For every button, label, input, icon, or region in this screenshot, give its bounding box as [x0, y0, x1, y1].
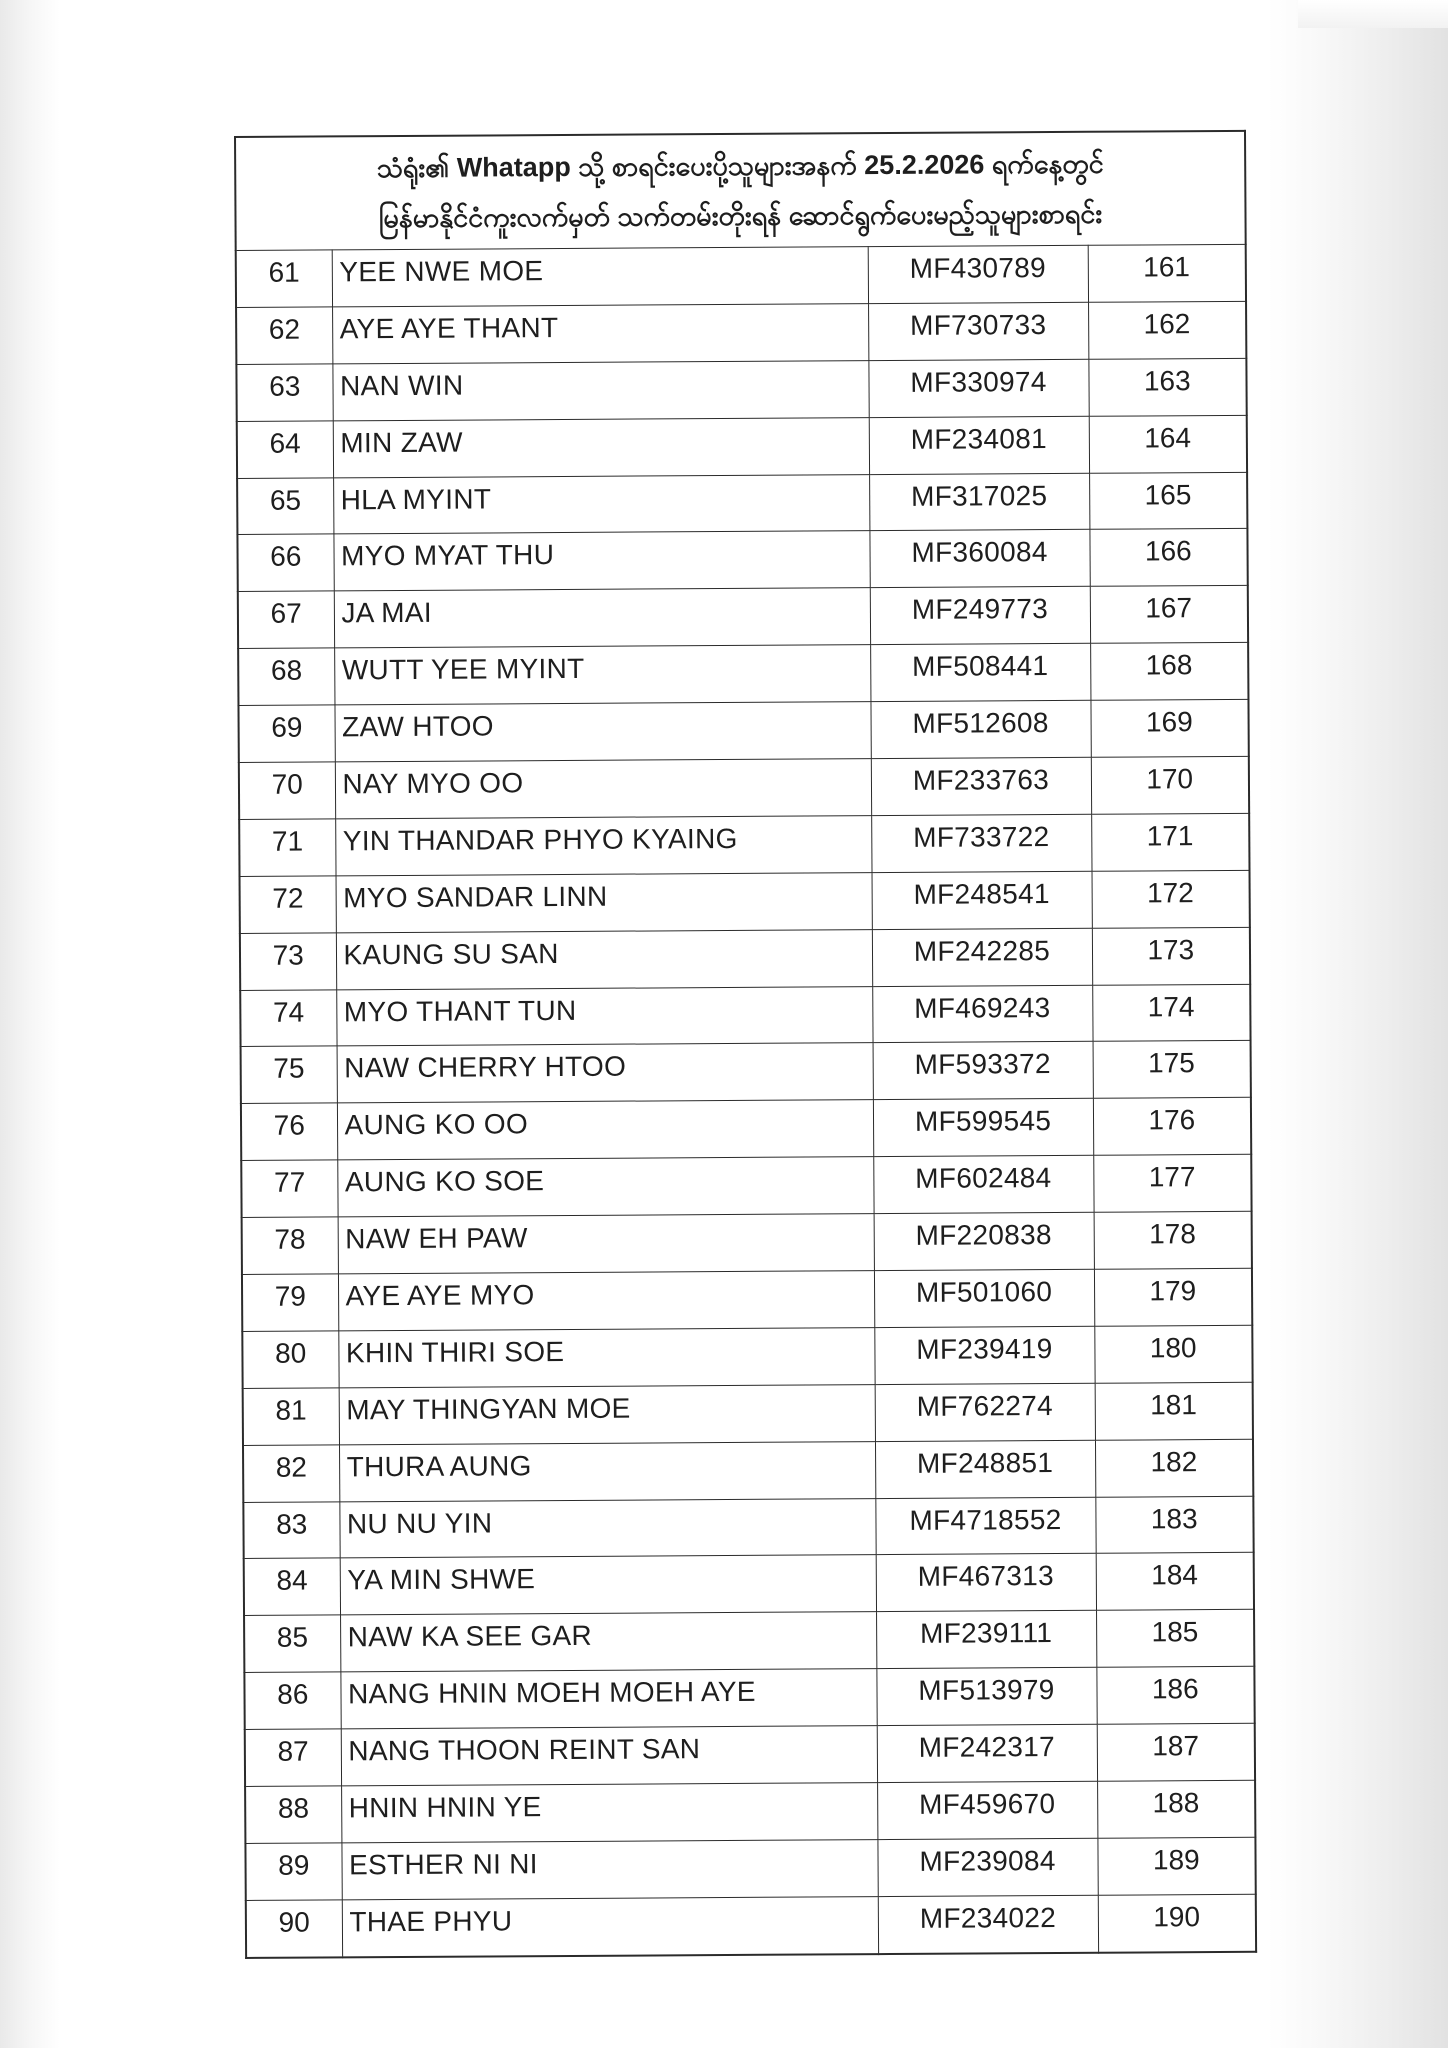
sequence-number: 187: [1152, 1730, 1200, 1762]
table-row: [241, 1041, 1251, 1104]
person-name: NU NU YIN: [346, 1506, 493, 1539]
sequence-number-cell: [1089, 529, 1247, 587]
table-header-row: [235, 131, 1246, 251]
sequence-number: 168: [1145, 649, 1193, 681]
row-number-cell: [243, 1445, 339, 1502]
table-row: [240, 984, 1250, 1047]
passport-number: MF239111: [920, 1617, 1053, 1650]
sequence-number-cell: [1097, 1723, 1255, 1781]
sequence-number-cell: [1090, 586, 1248, 644]
passport-number-cell: [873, 1156, 1093, 1214]
person-name-cell: [340, 1669, 876, 1729]
sequence-number: 184: [1151, 1559, 1199, 1591]
sequence-number-cell: [1097, 1780, 1255, 1838]
table-row: [244, 1610, 1254, 1673]
row-number-cell: [238, 705, 334, 762]
row-number-cell: [239, 819, 335, 876]
person-name: MYO THANT TUN: [343, 994, 577, 1027]
passport-number: MF459670: [918, 1787, 1056, 1820]
passport-number: MF508441: [912, 650, 1049, 683]
row-number: 73: [272, 939, 304, 971]
passport-number: MF4718552: [909, 1503, 1062, 1536]
passport-number-cell: [872, 985, 1092, 1043]
sequence-number-cell: [1096, 1553, 1254, 1611]
passport-number-cell: [868, 302, 1088, 360]
sequence-number: 181: [1150, 1388, 1197, 1421]
person-name-cell: [339, 1384, 875, 1444]
passport-number: MF317025: [910, 479, 1048, 512]
sequence-number: 162: [1143, 307, 1191, 340]
passport-number-cell: [869, 416, 1089, 474]
person-name-cell: [337, 1157, 873, 1217]
row-number-cell: [238, 648, 334, 705]
sequence-number: 161: [1143, 251, 1191, 283]
row-number-cell: [240, 876, 336, 933]
sequence-number-cell: [1092, 984, 1250, 1042]
sequence-number: 172: [1146, 876, 1194, 909]
sequence-number: 183: [1150, 1502, 1198, 1534]
table-row: [242, 1211, 1252, 1274]
scan-shadow-left: [0, 0, 60, 2048]
person-name: THAE PHYU: [349, 1905, 513, 1938]
person-name-cell: [340, 1555, 876, 1615]
row-number-cell: [245, 1729, 341, 1786]
person-name: HLA MYINT: [340, 482, 492, 515]
row-number-cell: [242, 1217, 338, 1274]
table-row: [242, 1268, 1252, 1331]
row-number: 67: [270, 597, 302, 630]
sequence-number: 178: [1149, 1218, 1196, 1250]
sequence-number: 173: [1147, 933, 1195, 966]
person-name-cell: [340, 1612, 876, 1672]
person-name-cell: [335, 816, 871, 876]
passport-number: MF239419: [916, 1332, 1053, 1365]
passport-number-cell: [876, 1611, 1096, 1669]
row-number-cell: [241, 1103, 337, 1160]
table-row: [243, 1382, 1253, 1445]
passport-number: MF330974: [910, 365, 1047, 398]
person-name: AYE AYE MYO: [345, 1279, 535, 1312]
passport-number-cell: [877, 1838, 1097, 1896]
person-name: NANG HNIN MOEH MOEH AYE: [347, 1676, 756, 1710]
passport-number-cell: [875, 1497, 1095, 1555]
sequence-number: 180: [1149, 1332, 1197, 1364]
passport-number-cell: [877, 1724, 1097, 1782]
person-name-cell: [337, 1043, 873, 1103]
row-number: 61: [268, 256, 300, 288]
person-name-cell: [333, 417, 869, 477]
person-name-cell: [332, 304, 868, 364]
row-number: 69: [271, 711, 303, 743]
person-name: MAY THINGYAN MOE: [346, 1392, 631, 1426]
person-name-cell: [332, 360, 868, 420]
table-row: [242, 1325, 1252, 1388]
passport-number: MF599545: [914, 1105, 1052, 1138]
row-number: 89: [278, 1849, 310, 1881]
sequence-number: 175: [1147, 1047, 1195, 1079]
row-number: 65: [269, 484, 302, 516]
sequence-number: 177: [1148, 1161, 1196, 1193]
table-row: [245, 1780, 1255, 1843]
table-row: [245, 1723, 1255, 1786]
row-number: 86: [277, 1678, 309, 1710]
row-number: 68: [270, 654, 303, 686]
person-name: MYO SANDAR LINN: [343, 880, 608, 914]
table-row: [238, 586, 1248, 649]
row-number: 87: [277, 1735, 309, 1767]
person-name-cell: [334, 645, 870, 705]
person-name-cell: [334, 702, 870, 762]
table-row: [245, 1837, 1255, 1900]
row-number-cell: [237, 477, 333, 534]
person-name: NAW CHERRY HTOO: [344, 1051, 627, 1084]
passport-number-cell: [874, 1269, 1094, 1327]
person-name-cell: [336, 986, 872, 1046]
table-row: [239, 756, 1249, 819]
passport-number: MF360084: [911, 536, 1048, 569]
row-number: 81: [275, 1394, 307, 1426]
passport-number-cell: [871, 814, 1091, 872]
sequence-number-cell: [1095, 1382, 1253, 1440]
row-number: 83: [276, 1508, 308, 1540]
person-name: ZAW HTOO: [342, 710, 494, 743]
person-name: YEE NWE MOE: [339, 255, 544, 288]
row-number-cell: [242, 1331, 338, 1388]
row-number: 79: [274, 1280, 307, 1312]
person-name: YIN THANDAR PHYO KYAING: [342, 822, 738, 857]
sequence-number: 166: [1144, 535, 1192, 567]
table-title: [235, 131, 1246, 251]
row-number-cell: [246, 1900, 342, 1958]
person-name: KAUNG SU SAN: [343, 937, 559, 970]
sequence-number-cell: [1088, 244, 1246, 302]
sequence-number-cell: [1093, 1155, 1251, 1213]
table-row: [237, 529, 1247, 592]
sequence-number-cell: [1088, 301, 1246, 359]
scan-shadow-right: [1268, 0, 1448, 2048]
row-number-cell: [243, 1501, 339, 1558]
table-row: [237, 415, 1247, 478]
row-number: 88: [277, 1792, 310, 1824]
passport-number: MF430789: [909, 251, 1047, 284]
sequence-number-cell: [1098, 1894, 1256, 1952]
passport-number: MF469243: [914, 991, 1051, 1024]
row-number-cell: [237, 534, 333, 591]
passport-number: MF239084: [919, 1844, 1056, 1877]
person-name: NAY MYO OO: [342, 767, 524, 800]
passport-number: MF242317: [918, 1731, 1056, 1763]
person-name-cell: [333, 531, 869, 591]
row-number-cell: [242, 1274, 338, 1331]
person-name: MYO MYAT THU: [340, 539, 555, 572]
person-name: THURA AUNG: [346, 1449, 532, 1482]
row-number: 64: [269, 427, 301, 459]
person-name-cell: [341, 1783, 877, 1843]
table-row: [244, 1667, 1254, 1730]
row-number-cell: [236, 364, 332, 421]
person-name-cell: [341, 1726, 877, 1786]
row-number: 63: [269, 370, 301, 402]
passport-number-cell: [872, 871, 1092, 929]
row-number-cell: [244, 1672, 340, 1729]
passport-number: MF242285: [913, 934, 1051, 967]
table-row: [236, 358, 1246, 421]
row-number-cell: [237, 421, 333, 478]
passport-number-cell: [873, 1042, 1093, 1100]
sequence-number-cell: [1094, 1211, 1252, 1269]
passport-number-cell: [873, 1099, 1093, 1157]
passport-number: MF248541: [913, 877, 1050, 910]
passport-number-cell: [870, 587, 1090, 645]
passport-number: MF467313: [917, 1560, 1055, 1593]
person-name-cell: [339, 1441, 875, 1501]
row-number-cell: [238, 591, 334, 648]
table-row: [240, 927, 1250, 990]
passport-number-cell: [868, 359, 1088, 417]
person-name: MIN ZAW: [340, 426, 463, 458]
passport-number-cell: [869, 530, 1089, 588]
person-name: AUNG KO SOE: [344, 1165, 545, 1198]
row-number-cell: [240, 989, 336, 1046]
passport-number-cell: [870, 644, 1090, 702]
title-line-1: သံရုံး၏ Whatapp သို့ စာရင်းပေးပို့သူများအနက် 25.2.2026 ရက်နေ့တွင်: [376, 148, 1104, 184]
passport-number-cell: [877, 1781, 1097, 1839]
passport-number-cell: [869, 473, 1089, 531]
sequence-number-cell: [1091, 756, 1249, 814]
sequence-number: 186: [1151, 1673, 1199, 1705]
sequence-number-cell: [1097, 1837, 1255, 1895]
sequence-number: 190: [1153, 1900, 1201, 1933]
person-name-cell: [341, 1840, 877, 1900]
sequence-number: 165: [1144, 478, 1192, 510]
row-number-cell: [245, 1843, 341, 1900]
passport-number-cell: [872, 928, 1092, 986]
passport-number: MF249773: [911, 593, 1049, 626]
person-name: AUNG KO OO: [344, 1108, 529, 1141]
row-number-cell: [244, 1558, 340, 1615]
row-number: 77: [273, 1166, 306, 1198]
row-number: 71: [271, 825, 304, 857]
person-name: JA MAI: [341, 597, 433, 629]
row-number: 72: [272, 882, 304, 914]
person-name: NAW EH PAW: [345, 1222, 528, 1255]
passport-number: MF602484: [915, 1162, 1052, 1195]
person-name: NAW KA SEE GAR: [347, 1620, 593, 1653]
person-name-cell: [339, 1498, 875, 1558]
sequence-number: 189: [1152, 1844, 1200, 1876]
table-row: [237, 472, 1247, 535]
sequence-number: 170: [1146, 763, 1194, 795]
person-name: KHIN THIRI SOE: [345, 1335, 565, 1369]
row-number: 80: [275, 1337, 307, 1369]
passport-number-cell: [871, 757, 1091, 815]
row-number-cell: [241, 1160, 337, 1217]
person-name-cell: [337, 1100, 873, 1160]
sequence-number-cell: [1089, 472, 1247, 530]
sequence-number-cell: [1094, 1325, 1252, 1383]
scan-corner: [1298, 0, 1448, 28]
sequence-number: 182: [1150, 1445, 1198, 1478]
sequence-number-cell: [1092, 870, 1250, 928]
sequence-number-cell: [1088, 358, 1246, 416]
sequence-number-cell: [1092, 927, 1250, 985]
passport-number: MF234081: [910, 422, 1048, 455]
row-number-cell: [245, 1786, 341, 1843]
row-number: 82: [275, 1451, 308, 1483]
sequence-number-cell: [1089, 415, 1247, 473]
row-number: 85: [276, 1621, 309, 1654]
sequence-number-cell: [1091, 813, 1249, 871]
passport-number-cell: [875, 1383, 1095, 1441]
row-number-cell: [240, 933, 336, 990]
table-row: [239, 813, 1249, 876]
table-row: [244, 1553, 1254, 1616]
sequence-number-cell: [1096, 1667, 1254, 1725]
passport-number-cell: [874, 1212, 1094, 1270]
row-number-cell: [243, 1388, 339, 1445]
passport-number-cell: [878, 1895, 1098, 1954]
passport-number: MF248851: [916, 1446, 1054, 1479]
passport-number: MF220838: [915, 1219, 1052, 1251]
passport-number: MF501060: [915, 1275, 1053, 1308]
passport-number-cell: [875, 1440, 1095, 1498]
table-row: [238, 699, 1248, 762]
person-name-cell: [336, 872, 872, 932]
table-row: [236, 244, 1246, 307]
table-row: [240, 870, 1250, 933]
person-name-cell: [335, 759, 871, 819]
sequence-number-cell: [1090, 699, 1248, 757]
passport-number: MF733722: [913, 820, 1050, 853]
document-sheet: [234, 130, 1255, 1938]
row-number-cell: [241, 1046, 337, 1103]
passport-number: MF513979: [918, 1674, 1055, 1707]
person-name-cell: [338, 1214, 874, 1274]
person-name-cell: [338, 1271, 874, 1331]
person-name-cell: [336, 929, 872, 989]
person-name: NAN WIN: [339, 369, 464, 402]
sequence-number: 176: [1148, 1104, 1196, 1136]
table-row: [236, 301, 1246, 364]
row-number: 90: [278, 1906, 310, 1938]
passport-number-cell: [876, 1554, 1096, 1612]
person-name-cell: [333, 474, 869, 534]
row-number-cell: [236, 307, 332, 364]
row-number-cell: [239, 762, 335, 819]
passport-number: MF234022: [919, 1901, 1057, 1934]
person-name: WUTT YEE MYINT: [341, 653, 585, 686]
passport-number: MF233763: [912, 763, 1050, 796]
table-row: [243, 1439, 1253, 1502]
passport-number: MF593372: [914, 1048, 1051, 1081]
person-name: NANG THOON REINT SAN: [348, 1733, 701, 1767]
sequence-number-cell: [1090, 643, 1248, 701]
passport-number-cell: [876, 1668, 1096, 1726]
row-number: 66: [270, 540, 302, 573]
sequence-number-cell: [1093, 1098, 1251, 1156]
person-name: YA MIN SHWE: [347, 1563, 536, 1596]
sequence-number: 169: [1145, 706, 1193, 738]
sequence-number: 167: [1145, 592, 1193, 624]
sequence-number-cell: [1093, 1041, 1251, 1099]
person-name: ESTHER NI NI: [348, 1848, 538, 1881]
table-row: [243, 1496, 1253, 1559]
row-number: 76: [273, 1109, 305, 1142]
row-number: 70: [271, 768, 303, 800]
title-line-2: မြန်မာနိုင်ငံကူးလက်မှတ် သက်တမ်းတိုးရန် ဆောင်ရွက်ပေးမည့်သူများစာရင်း: [378, 198, 1103, 234]
row-number: 78: [274, 1223, 306, 1255]
row-number-cell: [244, 1615, 340, 1672]
passport-number: MF512608: [912, 707, 1049, 739]
sequence-number: 188: [1152, 1787, 1200, 1819]
sequence-number-cell: [1095, 1496, 1253, 1554]
sequence-number: 174: [1147, 990, 1195, 1022]
sequence-number: 171: [1146, 819, 1194, 852]
sequence-number: 185: [1151, 1616, 1199, 1648]
table-row: [238, 643, 1248, 706]
row-number: 84: [276, 1564, 308, 1597]
passport-number-cell: [870, 700, 1090, 758]
person-name-cell: [332, 247, 868, 307]
row-number: 75: [273, 1052, 305, 1085]
passport-number: MF730733: [909, 308, 1047, 341]
passport-number-cell: [874, 1326, 1094, 1384]
sequence-number: 179: [1149, 1275, 1197, 1307]
sequence-number-cell: [1095, 1439, 1253, 1497]
person-name-cell: [338, 1328, 874, 1388]
row-number: 74: [272, 996, 305, 1028]
applicant-table: [234, 130, 1257, 1959]
person-name: AYE AYE THANT: [339, 311, 559, 345]
passport-number: MF762274: [916, 1389, 1053, 1422]
table-row: [241, 1098, 1251, 1161]
sequence-number-cell: [1094, 1268, 1252, 1326]
table-row: [241, 1155, 1251, 1218]
person-name-cell: [334, 588, 870, 648]
person-name: HNIN HNIN YE: [348, 1791, 542, 1824]
row-number-cell: [236, 250, 332, 307]
sequence-number: 163: [1143, 364, 1191, 397]
row-number: 62: [268, 313, 301, 345]
table-row: [246, 1894, 1256, 1958]
sequence-number: 164: [1144, 421, 1192, 454]
sequence-number-cell: [1096, 1610, 1254, 1668]
person-name-cell: [342, 1896, 878, 1957]
passport-number-cell: [868, 245, 1088, 303]
